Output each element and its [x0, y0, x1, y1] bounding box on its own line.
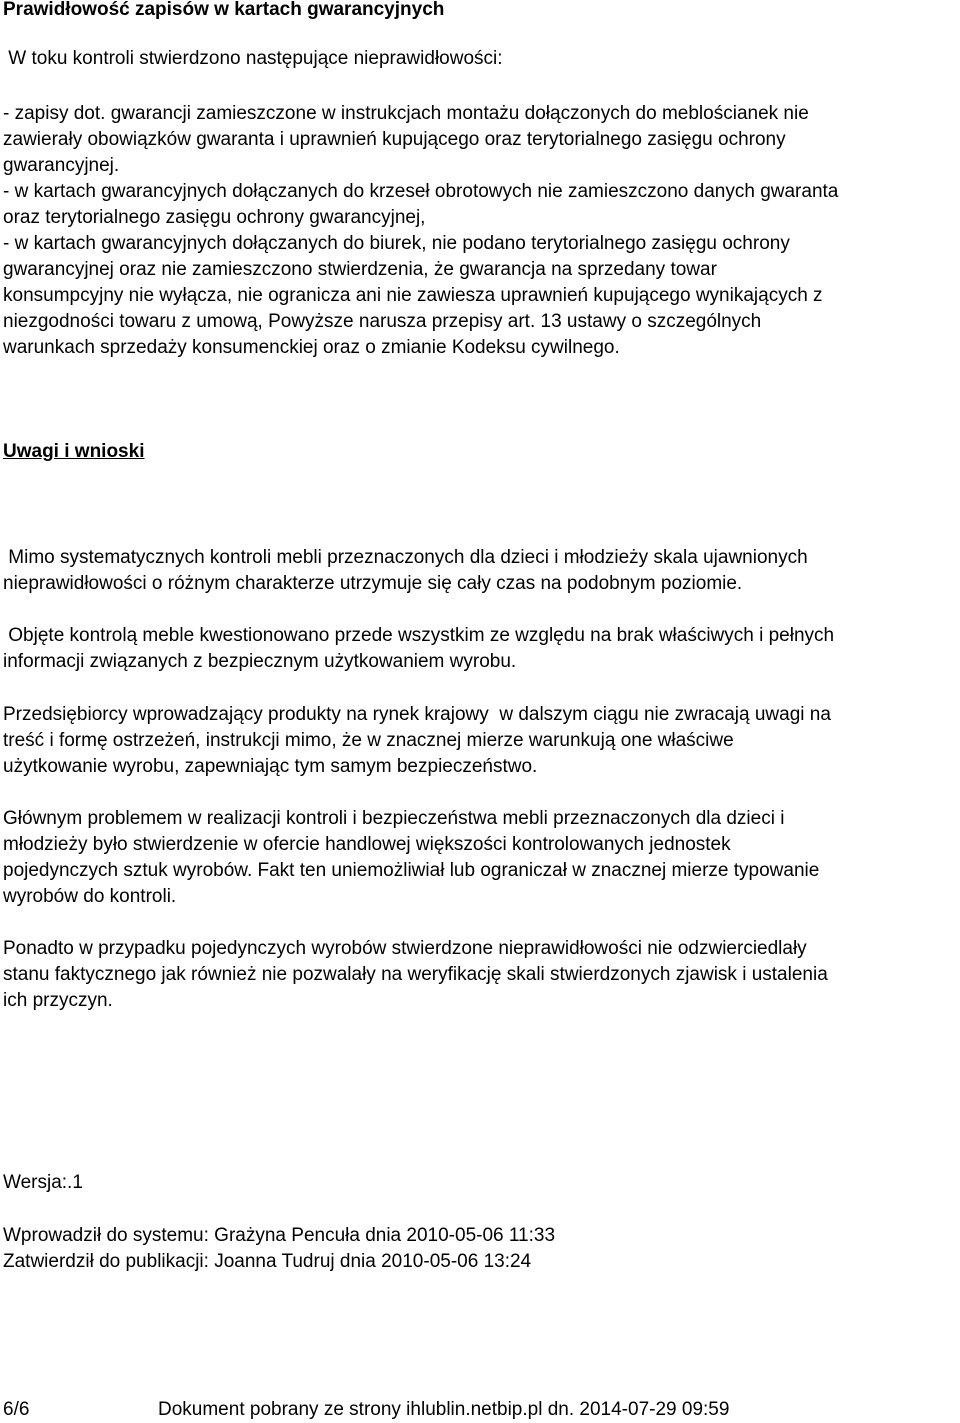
- paragraph-line: młodzieży było stwierdzenie w ofercie handlowej większości kontrolowanych jednostek: [3, 834, 731, 855]
- findings-list: [3, 101, 955, 361]
- paragraph-line: nieprawidłowości o różnym charakterze utrzymuje się cały czas na podobnym poziomie.: [3, 573, 743, 594]
- conclusion-paragraph: [3, 702, 955, 780]
- findings-line: gwarancyjnej oraz nie zamieszczono stwierdzenia, że gwarancja na sprzedany towar: [3, 259, 717, 280]
- section-title: Prawidłowość zapisów w kartach gwarancyjnych: [3, 0, 445, 20]
- paragraph-line: informacji związanych z bezpiecznym użytkowaniem wyrobu.: [3, 651, 517, 672]
- approved-by: Zatwierdził do publikacji: Joanna Tudruj dnia 2010-05-06 13:24: [3, 1251, 532, 1272]
- publication-info: [3, 1223, 955, 1275]
- conclusion-paragraph: [3, 623, 955, 675]
- intro-line: W toku kontroli stwierdzono następujące nieprawidłowości:: [3, 48, 503, 69]
- paragraph-line: Objęte kontrolą meble kwestionowano przede wszystkim ze względu na brak właściwych i pełnych: [3, 625, 835, 646]
- findings-line: warunkach sprzedaży konsumenckiej oraz o zmianie Kodeksu cywilnego.: [3, 337, 620, 358]
- paragraph-line: stanu faktycznego jak również nie pozwalały na weryfikację skali stwierdzonych zjawisk i ustalenia: [3, 964, 828, 985]
- paragraph-line: wyrobów do kontroli.: [3, 886, 177, 907]
- findings-line: konsumpcyjny nie wyłącza, nie ogranicza ani nie zawiesza uprawnień kupującego wynikających z: [3, 285, 823, 306]
- findings-line: - w kartach gwarancyjnych dołączanych do krzeseł obrotowych nie zamieszczono danych gwaranta: [3, 181, 839, 202]
- paragraph-line: ich przyczyn.: [3, 990, 113, 1011]
- page-number: 6/6: [3, 1399, 30, 1420]
- paragraph-line: Głównym problemem w realizacji kontroli i bezpieczeństwa mebli przeznaczonych dla dzieci i: [3, 808, 785, 829]
- findings-line: niezgodności towaru z umową, Powyższe narusza przepisy art. 13 ustawy o szczególnych: [3, 311, 762, 332]
- paragraph-line: treść i formę ostrzeżeń, instrukcji mimo, że w znacznej mierze warunkują one właściwe: [3, 730, 734, 751]
- conclusion-paragraph: [3, 806, 955, 910]
- findings-line: oraz terytorialnego zasięgu ochrony gwarancyjnej,: [3, 207, 426, 228]
- findings-line: zawierały obowiązków gwaranta i uprawnień kupującego oraz terytorialnego zasięgu ochrony: [3, 129, 786, 150]
- conclusion-paragraph: [3, 936, 955, 1014]
- source-note: Dokument pobrany ze strony ihlublin.netbip.pl dn. 2014-07-29 09:59: [158, 1399, 730, 1420]
- paragraph-line: pojedynczych sztuk wyrobów. Fakt ten uniemożliwiał lub ograniczał w znacznej mierze typowanie: [3, 860, 820, 881]
- entered-by: Wprowadził do systemu: Grażyna Pencuła dnia 2010-05-06 11:33: [3, 1225, 556, 1246]
- paragraph-line: Ponadto w przypadku pojedynczych wyrobów stwierdzone nieprawidłowości nie odzwierciedlały: [3, 938, 807, 959]
- findings-line: gwarancyjnej.: [3, 155, 120, 176]
- findings-line: - w kartach gwarancyjnych dołączanych do biurek, nie podano terytorialnego zasięgu ochrony: [3, 233, 790, 254]
- section-intro: [3, 46, 955, 72]
- version-label: Wersja:.1: [3, 1172, 83, 1193]
- conclusions-title: Uwagi i wnioski: [3, 441, 145, 462]
- findings-line: - zapisy dot. gwarancji zamieszczone w instrukcjach montażu dołączonych do meblościanek nie: [3, 103, 809, 124]
- conclusion-paragraph: [3, 545, 955, 597]
- paragraph-line: użytkowanie wyrobu, zapewniając tym samym bezpieczeństwo.: [3, 756, 538, 777]
- paragraph-line: Przedsiębiorcy wprowadzający produkty na rynek krajowy w dalszym ciągu nie zwracają uwagi na: [3, 704, 831, 725]
- paragraph-line: Mimo systematycznych kontroli mebli przeznaczonych dla dzieci i młodzieży skala ujawnionych: [3, 547, 808, 568]
